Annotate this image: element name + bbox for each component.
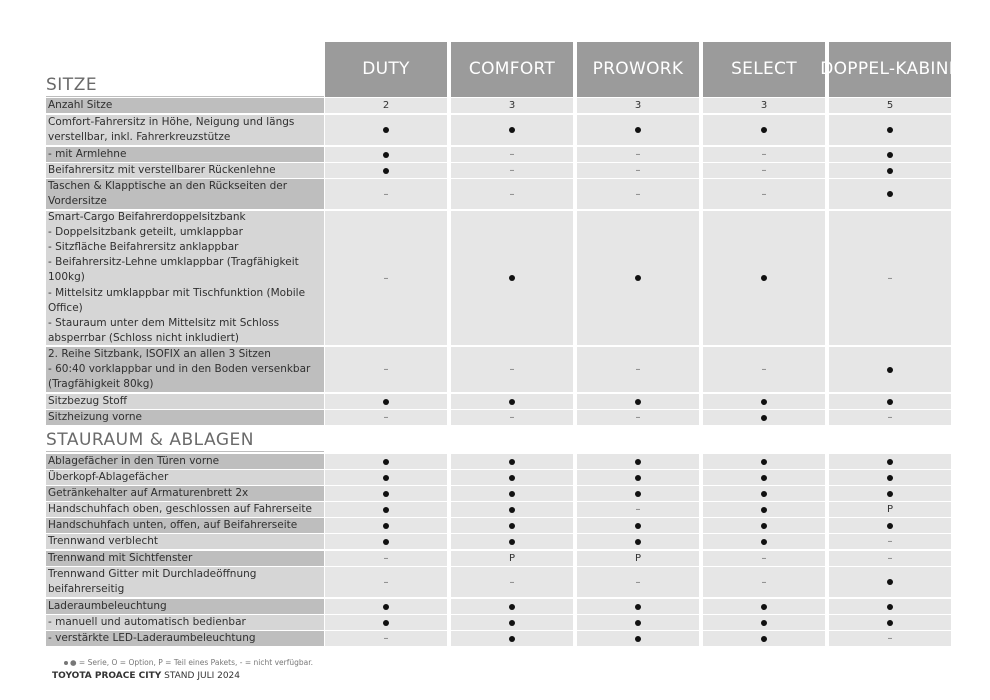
table-cell <box>577 410 699 425</box>
footer-brand: TOYOTA PROACE CITY <box>52 671 162 681</box>
table-cell <box>829 567 951 597</box>
standard-dot-icon <box>635 620 641 626</box>
table-cell <box>577 347 699 392</box>
table-cell <box>325 211 447 345</box>
row-label: - mit Armlehne <box>46 147 324 162</box>
not-available-mark: – <box>383 272 389 284</box>
standard-dot-icon <box>509 507 515 513</box>
row-label: Taschen & Klapptische an den Rückseiten der Vordersitze <box>46 179 324 209</box>
not-available-mark: – <box>509 149 515 160</box>
table-cell <box>703 534 825 549</box>
not-available-mark: – <box>761 553 767 564</box>
not-available-mark: – <box>635 412 641 423</box>
table-cell <box>451 631 573 646</box>
table-cell <box>451 599 573 614</box>
standard-dot-icon <box>635 127 641 133</box>
standard-dot-icon <box>761 636 767 642</box>
standard-dot-icon <box>761 475 767 481</box>
table-cell <box>577 486 699 501</box>
standard-dot-icon <box>509 459 515 465</box>
standard-dot-icon <box>383 399 389 405</box>
not-available-mark: – <box>887 553 893 564</box>
table-cell <box>577 551 699 566</box>
standard-dot-icon <box>761 399 767 405</box>
row-label: - manuell und automatisch bedienbar <box>46 615 324 630</box>
table-cell <box>829 486 951 501</box>
not-available-mark: – <box>635 576 641 588</box>
row-label: Beifahrersitz mit verstellbarer Rückenlehne <box>46 163 324 178</box>
standard-dot-icon <box>509 475 515 481</box>
standard-dot-icon <box>761 275 767 281</box>
table-cell <box>577 394 699 409</box>
standard-dot-icon <box>887 491 893 497</box>
standard-dot-icon <box>761 539 767 545</box>
standard-dot-icon <box>761 604 767 610</box>
row-label: Handschuhfach unten, offen, auf Beifahrerseite <box>46 518 324 533</box>
column-header-label: COMFORT <box>468 59 556 80</box>
table-cell <box>703 470 825 485</box>
standard-dot-icon <box>383 507 389 513</box>
table-cell <box>451 211 573 345</box>
table-cell <box>703 394 825 409</box>
table-cell <box>451 410 573 425</box>
standard-dot-icon <box>887 620 893 626</box>
standard-dot-icon <box>509 604 515 610</box>
table-cell <box>451 534 573 549</box>
table-cell <box>451 502 573 517</box>
standard-dot-icon <box>509 275 515 281</box>
row-label: - verstärkte LED-Laderaumbeleuchtung <box>46 631 324 646</box>
not-available-mark: – <box>383 188 389 200</box>
standard-dot-icon <box>383 152 389 158</box>
table-cell <box>325 410 447 425</box>
standard-dot-icon <box>509 523 515 529</box>
not-available-mark: – <box>509 412 515 423</box>
standard-dot-icon <box>635 636 641 642</box>
table-cell <box>577 98 699 113</box>
table-cell <box>325 534 447 549</box>
standard-dot-icon <box>887 168 893 174</box>
table-cell <box>829 347 951 392</box>
table-cell <box>451 486 573 501</box>
standard-dot-icon <box>383 604 389 610</box>
table-cell <box>829 179 951 209</box>
standard-dot-icon <box>383 127 389 133</box>
legend <box>64 658 313 667</box>
table-cell <box>325 502 447 517</box>
standard-dot-icon <box>887 399 893 405</box>
section-title: STAURAUM & ABLAGEN <box>46 430 254 450</box>
table-cell <box>451 394 573 409</box>
standard-dot-icon <box>761 507 767 513</box>
table-cell <box>577 502 699 517</box>
standard-dot-icon <box>635 604 641 610</box>
section-divider <box>46 451 324 452</box>
table-cell <box>703 163 825 178</box>
legend-text: ● = Serie, O = Option, P = Teil eines Pakets, - = nicht verfügbar. <box>70 658 313 667</box>
table-cell <box>325 615 447 630</box>
row-label: Ablagefächer in den Türen vorne <box>46 454 324 469</box>
standard-dot-icon <box>635 523 641 529</box>
table-cell <box>325 486 447 501</box>
standard-dot-icon <box>887 152 893 158</box>
not-available-mark: – <box>383 576 389 588</box>
not-available-mark: – <box>383 633 389 644</box>
column-header-label: KABINE <box>895 59 960 80</box>
table-cell <box>829 534 951 549</box>
table-cell <box>451 470 573 485</box>
table-cell <box>703 518 825 533</box>
not-available-mark: – <box>887 633 893 644</box>
cell-value: 3 <box>508 100 516 111</box>
table-cell <box>577 518 699 533</box>
row-label: Handschuhfach oben, geschlossen auf Fahrerseite <box>46 502 324 517</box>
standard-dot-icon <box>887 523 893 529</box>
not-available-mark: – <box>383 364 389 375</box>
table-cell <box>703 98 825 113</box>
table-cell <box>703 454 825 469</box>
row-label: Laderaumbeleuchtung <box>46 599 324 614</box>
table-cell <box>325 115 447 145</box>
table-cell <box>703 347 825 392</box>
cell-value: 5 <box>886 100 894 111</box>
standard-dot-icon <box>887 475 893 481</box>
table-cell <box>577 631 699 646</box>
table-cell <box>703 179 825 209</box>
standard-dot-icon <box>383 523 389 529</box>
table-cell <box>829 211 951 345</box>
table-cell <box>703 147 825 162</box>
table-cell <box>829 454 951 469</box>
table-cell <box>451 115 573 145</box>
standard-dot-icon <box>509 539 515 545</box>
table-cell <box>703 551 825 566</box>
not-available-mark: – <box>761 188 767 200</box>
section-divider <box>46 96 324 97</box>
standard-dot-icon <box>509 620 515 626</box>
not-available-mark: – <box>383 553 389 564</box>
table-cell <box>703 211 825 345</box>
row-label: Sitzbezug Stoff <box>46 394 324 409</box>
table-cell <box>577 454 699 469</box>
table-cell <box>451 147 573 162</box>
column-header-1 <box>451 42 573 97</box>
row-label: Trennwand verblecht <box>46 534 324 549</box>
standard-dot-icon <box>635 459 641 465</box>
table-cell <box>451 615 573 630</box>
table-cell <box>829 163 951 178</box>
table-cell <box>829 631 951 646</box>
table-cell <box>703 615 825 630</box>
not-available-mark: – <box>509 165 515 176</box>
standard-dot-icon <box>887 191 893 197</box>
not-available-mark: – <box>761 165 767 176</box>
not-available-mark: – <box>509 576 515 588</box>
table-cell <box>577 147 699 162</box>
table-cell <box>577 599 699 614</box>
table-cell <box>577 567 699 597</box>
not-available-mark: – <box>761 364 767 375</box>
standard-dot-icon <box>635 491 641 497</box>
not-available-mark: – <box>761 149 767 160</box>
table-cell <box>829 615 951 630</box>
table-cell <box>703 410 825 425</box>
table-cell <box>703 502 825 517</box>
table-cell <box>451 567 573 597</box>
standard-dot-icon <box>761 459 767 465</box>
standard-dot-icon <box>383 168 389 174</box>
table-cell <box>325 394 447 409</box>
footer-stand: STAND JULI 2024 <box>164 671 241 681</box>
table-cell <box>451 98 573 113</box>
standard-dot-icon <box>635 399 641 405</box>
table-cell <box>451 347 573 392</box>
standard-dot-icon <box>509 127 515 133</box>
standard-dot-icon <box>635 539 641 545</box>
table-cell <box>451 179 573 209</box>
standard-dot-icon <box>635 475 641 481</box>
table-cell <box>577 470 699 485</box>
table-cell <box>703 599 825 614</box>
table-cell <box>829 410 951 425</box>
row-label: Getränkehalter auf Armaturenbrett 2x <box>46 486 324 501</box>
table-cell <box>829 394 951 409</box>
table-cell <box>829 599 951 614</box>
table-cell <box>325 470 447 485</box>
not-available-mark: – <box>635 149 641 160</box>
table-cell <box>577 534 699 549</box>
table-cell <box>325 599 447 614</box>
cell-value: 3 <box>634 100 642 111</box>
not-available-mark: – <box>635 188 641 200</box>
table-cell <box>703 486 825 501</box>
not-available-mark: – <box>509 188 515 200</box>
standard-dot-icon <box>887 127 893 133</box>
table-cell <box>703 567 825 597</box>
table-cell <box>325 567 447 597</box>
not-available-mark: – <box>509 364 515 375</box>
table-cell <box>829 502 951 517</box>
standard-dot-icon <box>509 636 515 642</box>
table-cell <box>325 631 447 646</box>
table-cell <box>325 147 447 162</box>
standard-dot-icon <box>761 523 767 529</box>
table-cell <box>829 98 951 113</box>
table-cell <box>325 179 447 209</box>
not-available-mark: – <box>635 364 641 375</box>
table-cell <box>577 163 699 178</box>
not-available-mark: – <box>635 504 641 515</box>
footer <box>52 671 240 681</box>
not-available-mark: – <box>887 536 893 547</box>
table-cell <box>577 115 699 145</box>
table-cell <box>829 115 951 145</box>
table-cell <box>451 454 573 469</box>
column-header-3 <box>703 42 825 97</box>
cell-value: P <box>634 553 642 564</box>
standard-dot-icon <box>383 620 389 626</box>
table-cell <box>451 163 573 178</box>
standard-dot-icon <box>383 475 389 481</box>
table-cell <box>829 518 951 533</box>
column-header-label: PROWORK <box>592 59 684 80</box>
standard-dot-icon <box>761 415 767 421</box>
row-label: Comfort-Fahrersitz in Höhe, Neigung und längs verstellbar, inkl. Fahrerkreuzstütze <box>46 115 324 145</box>
not-available-mark: – <box>761 576 767 588</box>
table-cell <box>829 551 951 566</box>
cell-value: P <box>508 553 516 564</box>
not-available-mark: – <box>383 412 389 423</box>
standard-dot-icon <box>761 127 767 133</box>
column-header-label: SELECT <box>731 59 797 80</box>
table-cell <box>577 615 699 630</box>
table-cell <box>325 454 447 469</box>
column-header-2 <box>577 42 699 97</box>
row-label: 2. Reihe Sitzbank, ISOFIX an allen 3 Sitzen - 60:40 vorklappbar und in den Boden versenkbar (Tragfähigkeit 80kg) <box>46 347 324 392</box>
standard-dot-icon <box>761 620 767 626</box>
table-cell <box>451 518 573 533</box>
column-header-0 <box>325 42 447 97</box>
standard-dot-icon <box>887 459 893 465</box>
cell-value: 3 <box>760 100 768 111</box>
standard-dot-icon <box>383 539 389 545</box>
standard-dot-icon <box>383 459 389 465</box>
row-label: Überkopf-Ablagefächer <box>46 470 324 485</box>
section-title: SITZE <box>46 75 98 95</box>
table-cell <box>577 211 699 345</box>
standard-dot-icon <box>887 367 893 373</box>
row-label: Anzahl Sitze <box>46 98 324 113</box>
table-cell <box>325 98 447 113</box>
standard-dot-icon <box>509 399 515 405</box>
not-available-mark: – <box>887 412 893 423</box>
table-cell <box>325 163 447 178</box>
cell-value: 2 <box>382 100 390 111</box>
standard-dot-icon <box>509 491 515 497</box>
not-available-mark: – <box>887 272 893 284</box>
table-cell <box>451 551 573 566</box>
table-cell <box>703 631 825 646</box>
row-label: Trennwand mit Sichtfenster <box>46 551 324 566</box>
row-label: Trennwand Gitter mit Durchladeöffnung beifahrerseitig <box>46 567 324 597</box>
table-cell <box>703 115 825 145</box>
row-label: Smart-Cargo Beifahrerdoppelsitzbank - Doppelsitzbank geteilt, umklappbar - Sitzfläche Beifahrersitz anklappbar - Beifahrersitz-Lehne umklappbar (Tragfähigkeit 100kg) - Mittelsitz umklappbar mit Tischfunktion (Mobile Office) - Stauraum unter dem Mittelsitz mit Schloss absperrbar (Schloss nicht inkludiert) <box>46 211 324 345</box>
standard-dot-icon <box>383 491 389 497</box>
standard-dot-icon <box>761 491 767 497</box>
bullet-icon <box>64 661 68 665</box>
standard-dot-icon <box>635 275 641 281</box>
column-header-label: DUTY <box>362 59 410 80</box>
table-cell <box>829 470 951 485</box>
cell-value: P <box>886 504 894 515</box>
not-available-mark: – <box>635 165 641 176</box>
table-cell <box>829 147 951 162</box>
standard-dot-icon <box>887 579 893 585</box>
row-label: Sitzheizung vorne <box>46 410 324 425</box>
table-cell <box>577 179 699 209</box>
table-cell <box>325 518 447 533</box>
column-header-label: DOPPEL- <box>820 59 896 80</box>
column-header-4 <box>820 42 960 97</box>
table-cell <box>325 347 447 392</box>
table-cell <box>325 551 447 566</box>
standard-dot-icon <box>887 604 893 610</box>
